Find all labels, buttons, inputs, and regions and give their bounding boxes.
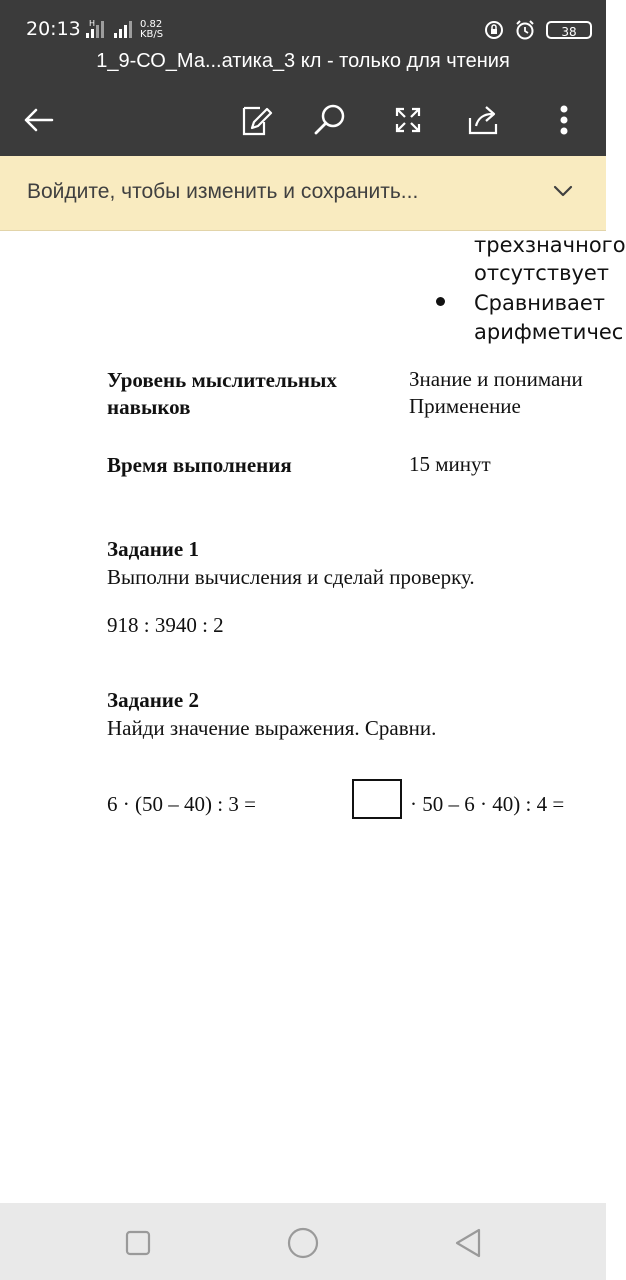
status-time: 20:13 — [26, 18, 81, 40]
bullet-line: трехзначного — [474, 233, 626, 257]
home-icon[interactable] — [283, 1223, 323, 1263]
back-icon[interactable] — [448, 1223, 488, 1263]
time-label: Время выполнения — [107, 453, 292, 477]
recent-apps-icon[interactable] — [118, 1223, 158, 1263]
bullet-line: Сравнивает — [474, 291, 606, 315]
answer-box — [352, 779, 402, 819]
task1-text: Выполни вычисления и сделай проверку. — [107, 565, 475, 589]
toolbar — [0, 82, 606, 156]
navigation-bar — [0, 1203, 606, 1280]
net-speed-unit: KB/S — [140, 29, 164, 40]
level-value: Применение — [409, 394, 521, 418]
net-speed-value: 0.82 — [140, 19, 163, 30]
task2-expression-right: · 50 – 6 · 40) : 4 = — [410, 792, 565, 816]
lock-rotation-icon — [484, 20, 504, 40]
sign-in-banner[interactable] — [0, 156, 606, 231]
edit-icon[interactable] — [236, 100, 276, 140]
title-bar — [0, 44, 606, 82]
net-speed — [140, 20, 170, 40]
status-icons-right — [484, 18, 592, 42]
battery-icon: 38 — [546, 21, 592, 39]
sign-in-banner-text[interactable]: Войдите, чтобы изменить и сохранить... — [27, 180, 419, 203]
chevron-down-icon[interactable] — [550, 178, 576, 204]
document-page[interactable] — [0, 231, 626, 1203]
search-icon[interactable] — [310, 100, 350, 140]
task2-text: Найди значение выражения. Сравни. — [107, 716, 437, 740]
time-value: 15 минут — [409, 452, 491, 476]
bullet-line: отсутствует — [474, 261, 610, 285]
level-label: навыков — [107, 395, 191, 419]
bullet-dot — [436, 297, 445, 306]
signal-icon — [86, 20, 108, 38]
level-value: Знание и понимани — [409, 367, 583, 391]
fullscreen-icon[interactable] — [388, 100, 428, 140]
signal-icon-2 — [114, 20, 136, 38]
level-label: Уровень мыслительных — [107, 368, 337, 392]
more-icon[interactable] — [544, 100, 584, 140]
back-arrow-icon[interactable] — [18, 100, 58, 140]
task2-title: Задание 2 — [107, 688, 199, 712]
bullet-line: арифметичес — [474, 320, 624, 344]
status-bar — [0, 0, 606, 44]
task1-title: Задание 1 — [107, 537, 199, 561]
share-icon[interactable] — [464, 100, 504, 140]
alarm-icon — [514, 19, 536, 41]
network-type-label: H — [89, 19, 96, 28]
document-title: 1_9-СО_Ма...атика_3 кл - только для чтения — [96, 50, 510, 72]
task1-expression: 918 : 3940 : 2 — [107, 613, 224, 637]
task2-expression-left: 6 · (50 – 40) : 3 = — [107, 792, 256, 816]
